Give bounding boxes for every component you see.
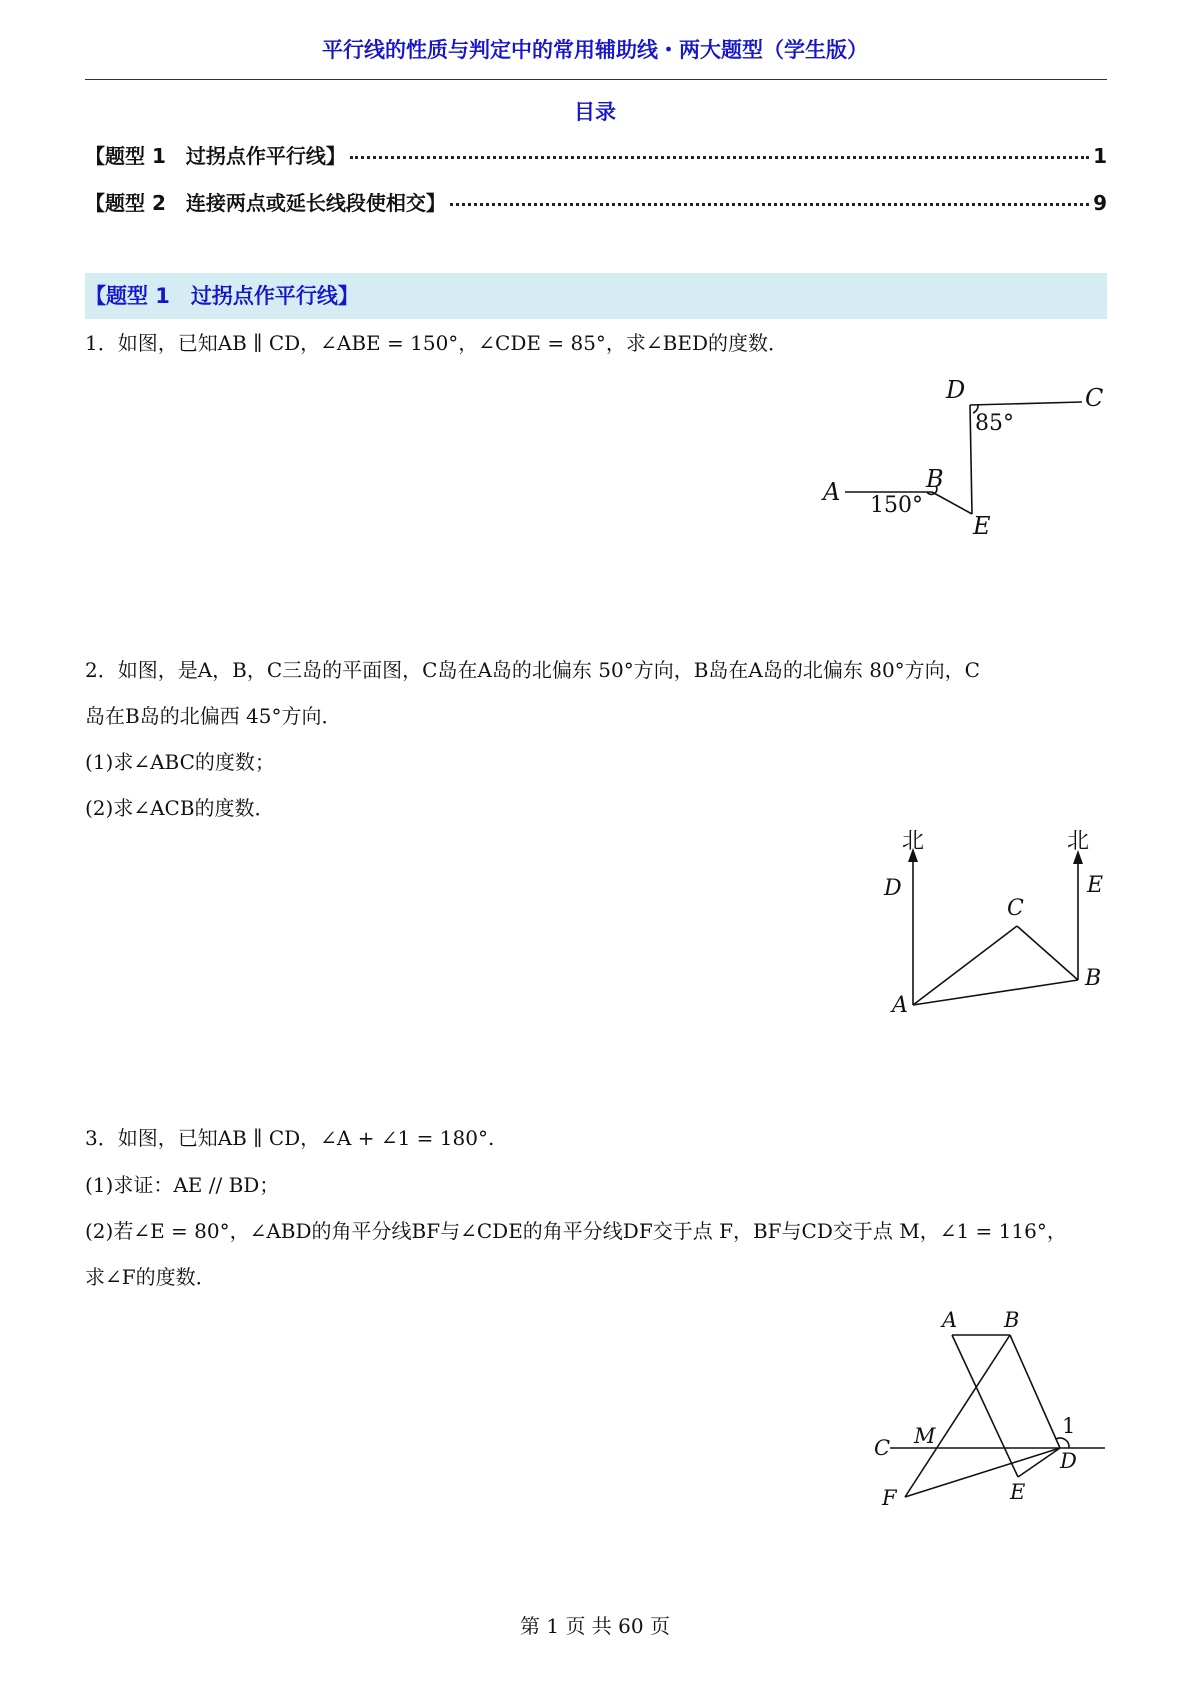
question-2-part1: (1)求∠ABC的度数； [85,750,275,774]
label-a: A [942,1308,958,1332]
question-1-text: 1．如图，已知AB ∥ CD，∠ABE = 150°，∠CDE = 85°，求∠BED的度数． [85,331,789,355]
north-label-a: 北 [902,830,925,854]
toc-entry-page: 1 [1093,144,1107,168]
segment-be [932,492,972,514]
label-e: E [973,512,991,540]
toc-title: 目录 [574,100,616,124]
segment-fd [905,1448,1060,1497]
segment-ae [952,1335,1018,1477]
toc-entry-page: 9 [1093,191,1107,215]
north-label-b: 北 [1067,830,1090,854]
figure-3 [870,1305,1110,1515]
angle-label-85: 85° [975,411,1014,436]
toc-entry[interactable] [85,187,1107,217]
segment-bf [905,1335,1010,1497]
label-f: F [882,1486,897,1510]
segment-dc [970,402,1082,405]
label-c: C [1007,896,1024,921]
label-b: B [1004,1308,1020,1332]
toc-leader-dots [450,203,1089,206]
toc-leader-dots [350,156,1089,159]
toc-entry-label: 【题型 2 连接两点或延长线段使相交】 [85,191,446,215]
toc-entry-label: 【题型 1 过拐点作平行线】 [85,144,346,168]
question-2-line2: 岛在B岛的北偏西 45°方向． [85,704,342,728]
angle-label-150: 150° [870,493,923,518]
segment-ed [970,405,972,514]
segment-bd [1010,1335,1060,1448]
page-footer: 第 1 页 共 60 页 [520,1614,670,1638]
label-a: A [892,993,908,1018]
label-d: D [884,876,902,901]
figure-2 [880,830,1110,1030]
label-b: B [1085,966,1102,991]
label-c: C [1085,384,1104,412]
segment-ab [913,980,1078,1005]
label-a: A [823,478,841,506]
label-c: C [874,1436,891,1460]
header-divider [85,79,1107,80]
label-e: E [1010,1480,1026,1504]
question-3-line1: 3．如图，已知AB ∥ CD，∠A + ∠1 = 180°. [85,1126,495,1150]
label-d: D [946,376,966,404]
toc-entry[interactable] [85,140,1107,170]
section-heading: 【题型 1 过拐点作平行线】 [85,273,1107,319]
label-angle-1: 1 [1062,1414,1076,1438]
segment-ac [913,926,1017,1005]
segment-ed [1018,1448,1060,1477]
question-2-line1: 2．如图，是A，B，C三岛的平面图，C岛在A岛的北偏东 50°方向，B岛在A岛的北偏东 80°方向，C [85,658,980,682]
label-m: M [914,1424,936,1448]
label-d: D [1060,1449,1077,1473]
question-3-part2b: 求∠F的度数． [85,1265,216,1289]
page-header-title: 平行线的性质与判定中的常用辅助线・两大题型（学生版） [322,38,868,62]
segment-cb [1017,926,1078,980]
question-3-part2: (2)若∠E = 80°，∠ABD的角平分线BF与∠CDE的角平分线DF交于点 F，BF与CD交于点 M，∠1 = 116°， [85,1219,1067,1243]
label-e: E [1087,873,1104,898]
question-3-part1: (1)求证：AE // BD； [85,1173,280,1197]
question-2-part2: (2)求∠ACB的度数． [85,796,275,820]
figure-1 [815,372,1115,542]
label-b: B [926,465,944,493]
